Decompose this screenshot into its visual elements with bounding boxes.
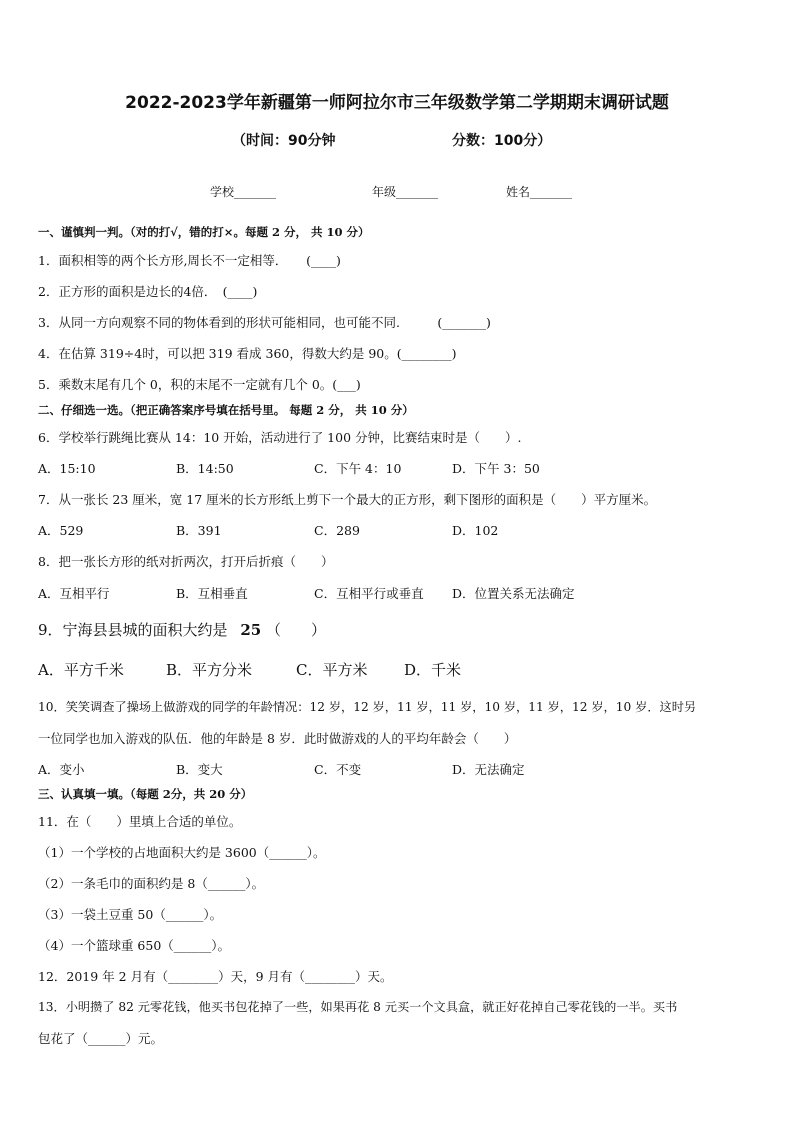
q9-option-a: A．平方千米 xyxy=(38,661,124,679)
q9-option-d: D．千米 xyxy=(404,661,462,679)
q9-option-b: B．平方分米 xyxy=(166,661,253,679)
question-13-line-1: 13．小明攒了 82 元零花钱，他买书包花掉了一些，如果再花 8 元买一个文具盒，就正好花掉自己零花钱的一半。买书 xyxy=(38,1000,678,1014)
q9-paren: （ ） xyxy=(265,621,326,639)
question-10-line-2: 一位同学也加入游戏的队伍．他的年龄是 8 岁．此时做游戏的人的平均年龄会（ ） xyxy=(38,731,517,746)
q8-option-b: B．互相垂直 xyxy=(176,586,248,601)
q8-option-a: A．互相平行 xyxy=(38,586,110,601)
name-field: 姓名_______ xyxy=(506,185,573,199)
q8-option-d: D．位置关系无法确定 xyxy=(452,586,575,601)
question-1: 1．面积相等的两个长方形,周长不一定相等． (____) xyxy=(38,253,341,268)
q7-option-a: A．529 xyxy=(38,523,84,538)
question-10-line-1: 10．笑笑调查了操场上做游戏的同学的年龄情况：12 岁，12 岁，11 岁，11 岁，10 岁，11 岁，12 岁，10 岁．这时另 xyxy=(38,700,697,714)
exam-time: （时间：90分钟 xyxy=(232,133,336,149)
question-3: 3．从同一方向观察不同的物体看到的形状可能相同，也可能不同. (_______) xyxy=(38,315,491,330)
page-title: 2022-2023学年新疆第一师阿拉尔市三年级数学第二学期期末调研试题 xyxy=(125,93,669,113)
q11-item-1: （1）一个学校的占地面积大约是 3600（______）。 xyxy=(38,845,326,860)
q8-option-c: C．互相平行或垂直 xyxy=(314,586,424,601)
q6-option-b: B．14:50 xyxy=(176,461,234,476)
question-8: 8．把一张长方形的纸对折两次，打开后折痕（ ） xyxy=(38,554,334,569)
q10-option-c: C．不变 xyxy=(314,762,362,777)
q7-option-c: C．289 xyxy=(314,523,360,538)
question-11: 11．在（ ）里填上合适的单位。 xyxy=(38,814,242,829)
question-5: 5．乘数末尾有几个 0，积的末尾不一定就有几个 0。(___) xyxy=(38,377,361,392)
question-7: 7．从一张长 23 厘米，宽 17 厘米的长方形纸上剪下一个最大的正方形，剩下图形的面积是（ ）平方厘米。 xyxy=(38,492,657,507)
question-13-line-2: 包花了（______）元。 xyxy=(38,1031,164,1046)
question-4: 4．在估算 319÷4时，可以把 319 看成 360，得数大约是 90。(________) xyxy=(38,346,457,361)
q6-option-a: A．15:10 xyxy=(38,461,96,476)
q11-item-2: （2）一条毛巾的面积约是 8（______）。 xyxy=(38,876,265,891)
q10-option-b: B．变大 xyxy=(176,762,223,777)
q9-text: 9．宁海县县城的面积大约是 xyxy=(38,621,228,639)
exam-score: 分数：100分） xyxy=(452,133,552,149)
q7-option-d: D．102 xyxy=(452,523,499,538)
question-6: 6．学校举行跳绳比赛从 14：10 开始，活动进行了 100 分钟，比赛结束时是（ ）. xyxy=(38,430,522,445)
question-12: 12．2019 年 2 月有（________）天，9 月有（________）天。 xyxy=(38,969,393,984)
q6-option-d: D．下午 3：50 xyxy=(452,461,540,476)
question-2: 2．正方形的面积是边长的4倍． (____) xyxy=(38,284,258,299)
q10-option-d: D．无法确定 xyxy=(452,762,525,777)
grade-field: 年级_______ xyxy=(372,185,439,199)
q7-option-b: B．391 xyxy=(176,523,222,538)
section-3-heading: 三、认真填一填。（每题 2分，共 20 分） xyxy=(38,787,253,801)
section-1-heading: 一、谨慎判一判。（对的打√，错的打×。每题 2 分， 共 10 分） xyxy=(38,225,370,239)
q9-option-c: C．平方米 xyxy=(296,661,368,679)
section-2-heading: 二、仔细选一选。（把正确答案序号填在括号里。 每题 2 分， 共 10 分） xyxy=(38,403,414,417)
q9-number: 25 xyxy=(240,621,262,639)
q10-option-a: A．变小 xyxy=(38,762,85,777)
q11-item-3: （3）一袋土豆重 50（______）。 xyxy=(38,907,223,922)
q6-option-c: C．下午 4：10 xyxy=(314,461,402,476)
question-9 xyxy=(38,619,326,640)
q11-item-4: （4）一个篮球重 650（______）。 xyxy=(38,938,231,953)
school-field: 学校_______ xyxy=(210,185,277,199)
